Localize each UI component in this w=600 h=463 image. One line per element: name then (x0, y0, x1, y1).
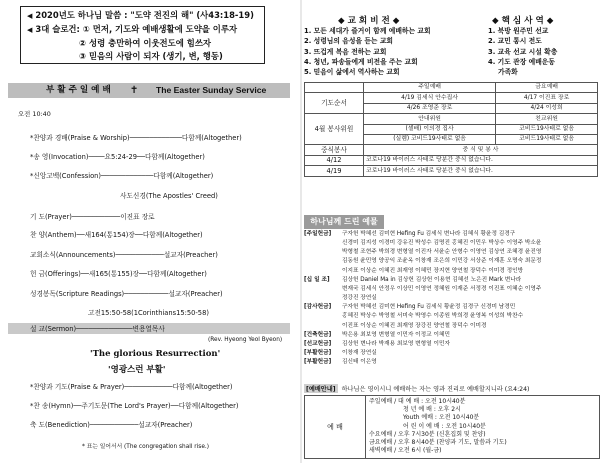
notice-label: [예배안내] (306, 386, 336, 393)
service-title: 부 활 주 일 예 배 (46, 85, 111, 95)
serve-label: 4월 봉사위원 (305, 114, 364, 145)
list-item: 어 린 이 예 배 : 오전 10시40분 (403, 422, 486, 430)
table-cell: 4/24 이성희 (496, 103, 598, 113)
list-item: 새벽예배 / 오전 6시 (월-금) (369, 447, 442, 455)
slogan-line-2: ② 성령 충만하여 이웃전도에 힘쓰자 (79, 38, 212, 48)
vision-list (304, 26, 484, 77)
list-item: 수요예배 / 오후 7시30분 (신혼집회 및 찬양) (369, 430, 486, 438)
offering-row: [건축헌금] 박은용 최보영 변형열 이민자 이정교 이혜민 (304, 331, 450, 338)
table-cell: 코비드19사태로 없음 (496, 124, 598, 134)
year-theme: ◀ 2020년도 하나님 말씀 : "도약 전진의 해" (사43:18-19) (27, 10, 254, 20)
offering-row: 이지표 이상순 이혜진 최재영 이혜민 장지현 양연철 장덕수 이미경 정인방 (342, 267, 524, 274)
order-item: *신앙고백(Confession)─────────────다함께(Altogether) (30, 172, 214, 180)
arrow-bullet-icon: ◀ (27, 12, 33, 20)
offering-row: 변재국 김세식 안정우 이상민 이영연 정혜원 이재준 서정경 이진표 이혜순 이영주 (342, 285, 542, 292)
table-cell: (셀배) 이의경 집사 (364, 124, 496, 134)
table-cell: 중 식 및 봉 사 (364, 145, 598, 155)
sermon-row: 설 교(Sermon)──────────────변용열목사 (30, 325, 165, 333)
table-cell: 4/19 김세식 안수집사 (364, 93, 496, 103)
table-cell: 4/26 조영준 장로 (364, 103, 496, 113)
duty-table (304, 82, 598, 177)
focus-list (488, 26, 598, 77)
list-item: 1. 북방 원주민 선교 (488, 27, 549, 35)
table-cell: 안내위원 (364, 114, 496, 124)
prayer-label: 기도순서 (305, 93, 364, 114)
vision-title: ◆ 교 회 비 전 ◆ (338, 16, 400, 26)
offering-row: 홍혜진 박상수 박영철 서미숙 박영수 이종원 박희경 윤영복 이성희 박찬수 (342, 313, 524, 320)
list-item: 청 년 예 배 : 오후 2시 (403, 406, 461, 414)
table-cell: (실렘) 코비드19사태로 없음 (364, 134, 496, 144)
slogan-line-1: ◀ 3대 슬로건: ① 먼저, 기도와 예배생활에 도약을 이루자 (27, 24, 238, 34)
list-item: 4. 청년, 파송들에게 비전을 주는 교회 (304, 57, 418, 66)
offerings-list (304, 230, 598, 367)
sermon-title-en: 'The glorious Resurrection' (90, 349, 221, 359)
worship-times-list (369, 398, 507, 455)
table-cell: 친교위원 (496, 114, 598, 124)
list-item: 5. 믿음이 삶에서 역사하는 교회 (304, 68, 400, 77)
list-item: 가족화 (498, 68, 518, 77)
right-column (302, 0, 600, 463)
order-item: 헌 금(Offerings)──새165(통155)장──다함께(Altogether) (30, 270, 207, 278)
offering-row: [선교헌금] 김상헌 변나라 박재용 최보영 변형열 이민자 (304, 340, 450, 347)
worship-notice (304, 384, 529, 393)
list-item: 2. 성령님의 음성을 듣는 교회 (304, 37, 393, 46)
table-cell: 코로나19 바이러스 사태로 당분간 중식 없습니다. (364, 155, 598, 165)
service-time: 오전 10:40 (18, 110, 51, 118)
scripture: 고전15:50-58(1Corinthians15:50-58) (88, 309, 209, 317)
list-item: 2. 교민 통시 전도 (488, 37, 542, 46)
list-item: 3. 뜨겁게 복음 전하는 교회 (304, 47, 387, 56)
service-title-en: The Easter Sunday Service (156, 85, 267, 95)
col-friday: 금요예배 (496, 83, 598, 93)
order-item: 교회소식(Announcements)────────────설교자(Preacher) (30, 251, 218, 259)
list-item: 주일예배 / 대 예 배 : 오전 10시40분 (369, 398, 466, 405)
arrow-bullet-icon: ◀ (27, 26, 33, 34)
offering-row: 정강진 장연실 (342, 295, 377, 302)
slogan-line-3: ③ 믿음의 사람이 되자 (생기, 변, 행동) (79, 51, 223, 61)
table-cell: 코비드19사태로 없음 (496, 134, 598, 144)
list-item: 금요예배 / 오후 8시40분 (찬양과 기도, 말씀과 기도) (369, 439, 507, 447)
preacher-en: (Rev. Hyeong Yeol Byeon) (208, 337, 283, 343)
order-item: *송 영(Invocation)────요5:24-29──다함께(Altogether) (30, 153, 205, 161)
creed: 사도신경(The Apostles' Creed) (120, 192, 218, 200)
list-item: Youth 예배 : 오전 10시40분 (403, 414, 480, 422)
service-title-band (8, 83, 290, 98)
worship-times-label: 예 배 (305, 396, 366, 458)
offerings-title: 하나님께 드린 예물 (304, 215, 384, 229)
list-item: 3. 교육 선교 시설 확충 (488, 47, 558, 56)
meal-label: 중식봉사 (305, 145, 364, 155)
list-item: 1. 모든 세대가 즐거이 함께 예배하는 교회 (304, 27, 431, 35)
table-cell: 4/12 (305, 155, 364, 165)
order-item: 축 도(Benediction)────────────설교자(Preacher) (30, 421, 193, 429)
focus-title: ◆ 핵 심 사 역 ◆ (492, 16, 554, 26)
worship-times-box (304, 395, 600, 459)
table-cell: 4/17 이진표 장로 (496, 93, 598, 103)
sermon-title-ko: '영광스런 부활' (108, 365, 166, 375)
notice-text: 하나님은 영이시니 예배하는 자는 영과 진리로 예배할지니라 (요4:24) (341, 386, 530, 393)
offering-row: [부활헌금] 이창재 장연실 (304, 350, 377, 357)
order-item: 성경봉독(Scripture Readings)───────────설교자(Preacher) (30, 290, 223, 298)
offering-row: [감사헌금] 구자헌 박혜선 김미현 Hefing Fu 김세식 황윤정 김경구 신경미 남경민 (304, 304, 516, 311)
order-item: *찬 송(Hymn)──주기도문(The Lord's Prayer)──다함께(Altogether) (30, 402, 239, 410)
header-box (20, 6, 265, 64)
offering-row: [부활헌금] 김신태 이은영 (304, 359, 377, 366)
offering-row: [주일헌금] 구자헌 박혜선 김미현 Hefing Fu 김세식 변나라 김혜식 황윤정 김경구 (304, 231, 516, 237)
offering-row: 박형철 조현주 박희경 변형열 이진자 서윤순 안형수 이영연 김상연 조혜경 윤진영 (342, 249, 542, 256)
order-item: 기 도(Prayer)────────────이진표 장로 (30, 213, 155, 221)
col-sunday: 주일예배 (364, 83, 496, 93)
offering-row: 김동원 윤민영 양공익 조윤옥 이창재 조은희 이민강 서상준 이재훈 오명숙 최문정 (342, 258, 542, 265)
order-item: *찬양과 경배(Praise & Worship)─────────────다함께(Altogether) (30, 134, 242, 142)
offering-row: 이진표 이상순 이혜진 최재영 장강진 양연철 장덕수 이미경 (342, 322, 487, 329)
order-item: 찬 양(Anthem)──새164(통154)장──다함께(Altogether) (30, 231, 203, 239)
order-item: *찬양과 기도(Praise & Prayer)────────────다함께(Altogether) (30, 383, 233, 391)
list-item: 4. 기도 관장 예배운동 (488, 57, 555, 66)
table-cell: 코로나19 바이러스 사태로 당분간 중식 없습니다. (364, 166, 598, 176)
offering-row: 신경미 김지성 이경미 강유진 박성수 김명진 홍혜진 이민우 박상수 이영주 박소윤 (342, 240, 542, 247)
standing-note: * 표는 일어서서 (The congregation shall rise.) (82, 444, 209, 450)
cross-icon: ✝ (130, 85, 139, 96)
offering-row: [십 일 조] 김상헌 Daniel Ma in 김상헌 김상헌 이용현 김혜선 노은진 Mark 변나라 (304, 276, 522, 283)
table-cell: 4/19 (305, 166, 364, 176)
